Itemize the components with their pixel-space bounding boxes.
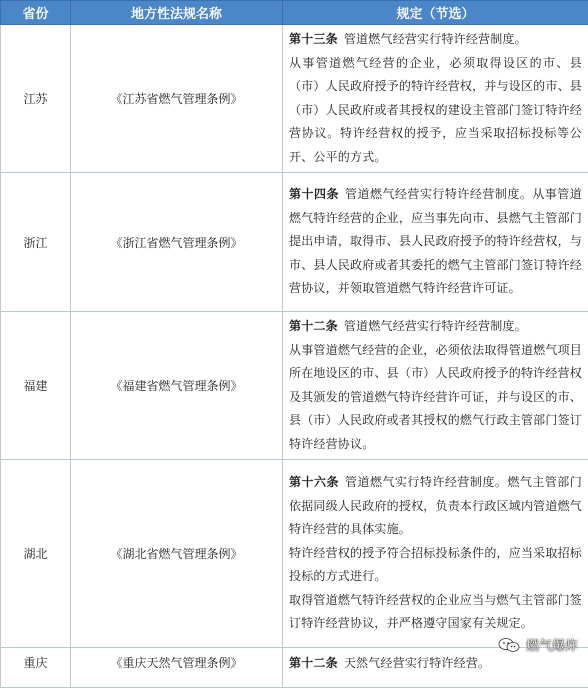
rule-cell — [283, 25, 588, 173]
rule-paragraph: 第十四条 管道燃气经营实行特许经营制度。从事管道燃气特许经营的企业，应当事先向市、县燃气主管部门提出申请，取得市、县人民政府授予的特许经营权，与市、县人民政府或者其委托的燃气主管部门签订特许经营协议，并领取管道燃气特许经营许可证。 — [289, 183, 582, 301]
law-name-cell: 《江苏省燃气管理条例》 — [71, 25, 283, 173]
table-row — [1, 25, 588, 173]
province-cell: 湖北 — [1, 460, 71, 648]
rule-cell — [283, 460, 588, 648]
article-number: 第十二条 — [289, 319, 338, 333]
law-name-cell: 《浙江省燃气管理条例》 — [71, 173, 283, 312]
article-number: 第十六条 — [289, 475, 339, 489]
province-cell: 重庆 — [1, 648, 71, 688]
watermark — [498, 635, 578, 654]
rule-cell — [283, 312, 588, 460]
table-row — [1, 312, 588, 460]
rule-paragraph: 从事管道燃气经营的企业，必须取得设区的市、县（市）人民政府授予的特许经营权，并与设区的市、县（市）人民政府或者其授权的建设主管部门签订特许经营协议。特许经营权的授予，应当采取招标投标等公开、公平的方式。 — [289, 52, 582, 170]
table-header-row — [1, 1, 588, 25]
watermark-text: 燃气爆炸 — [526, 635, 578, 654]
rule-paragraph: 第十二条 管道燃气经营实行特许经营制度。 — [289, 315, 582, 339]
province-cell: 浙江 — [1, 173, 71, 312]
rule-paragraph: 第十六条 管道燃气实行特许经营制度。燃气主管部门依据同级人民政府的授权，负责本行政区域内管道燃气特许经营的具体实施。 — [289, 471, 582, 542]
header-law: 地方性法规名称 — [71, 1, 283, 25]
province-cell: 福建 — [1, 312, 71, 460]
law-name-cell: 《重庆天然气管理条例》 — [71, 648, 283, 688]
table-row — [1, 460, 588, 648]
rule-paragraph: 取得管道燃气特许经营权的企业应当与燃气主管部门签订特许经营协议，并严格遵守国家有关规定。 — [289, 589, 582, 636]
header-province: 省份 — [1, 1, 71, 25]
rule-paragraph: 特许经营权的授予符合招标投标条件的，应当采取招标投标的方式进行。 — [289, 542, 582, 589]
law-name-cell: 《湖北省燃气管理条例》 — [71, 460, 283, 648]
article-number: 第十三条 — [289, 32, 338, 46]
rule-cell — [283, 173, 588, 312]
article-number: 第十四条 — [289, 187, 339, 201]
header-rule: 规定（节选） — [283, 1, 588, 25]
province-cell: 江苏 — [1, 25, 71, 173]
table-row — [1, 173, 588, 312]
rule-paragraph: 第十二条 天然气经营实行特许经营。 — [289, 652, 582, 676]
rule-paragraph: 第十三条 管道燃气经营实行特许经营制度。 — [289, 28, 582, 52]
wechat-icon — [498, 637, 520, 653]
article-number: 第十二条 — [289, 656, 338, 670]
rule-paragraph: 从事管道燃气经营的企业，必须依法取得管道燃气项目所在地设区的市、县（市）人民政府授予的特许经营权及其颁发的管道燃气特许经营许可证，并与设区的市、县（市）人民政府或者其授权的燃气行政主管部门签订特许经营协议。 — [289, 339, 582, 457]
law-name-cell: 《福建省燃气管理条例》 — [71, 312, 283, 460]
